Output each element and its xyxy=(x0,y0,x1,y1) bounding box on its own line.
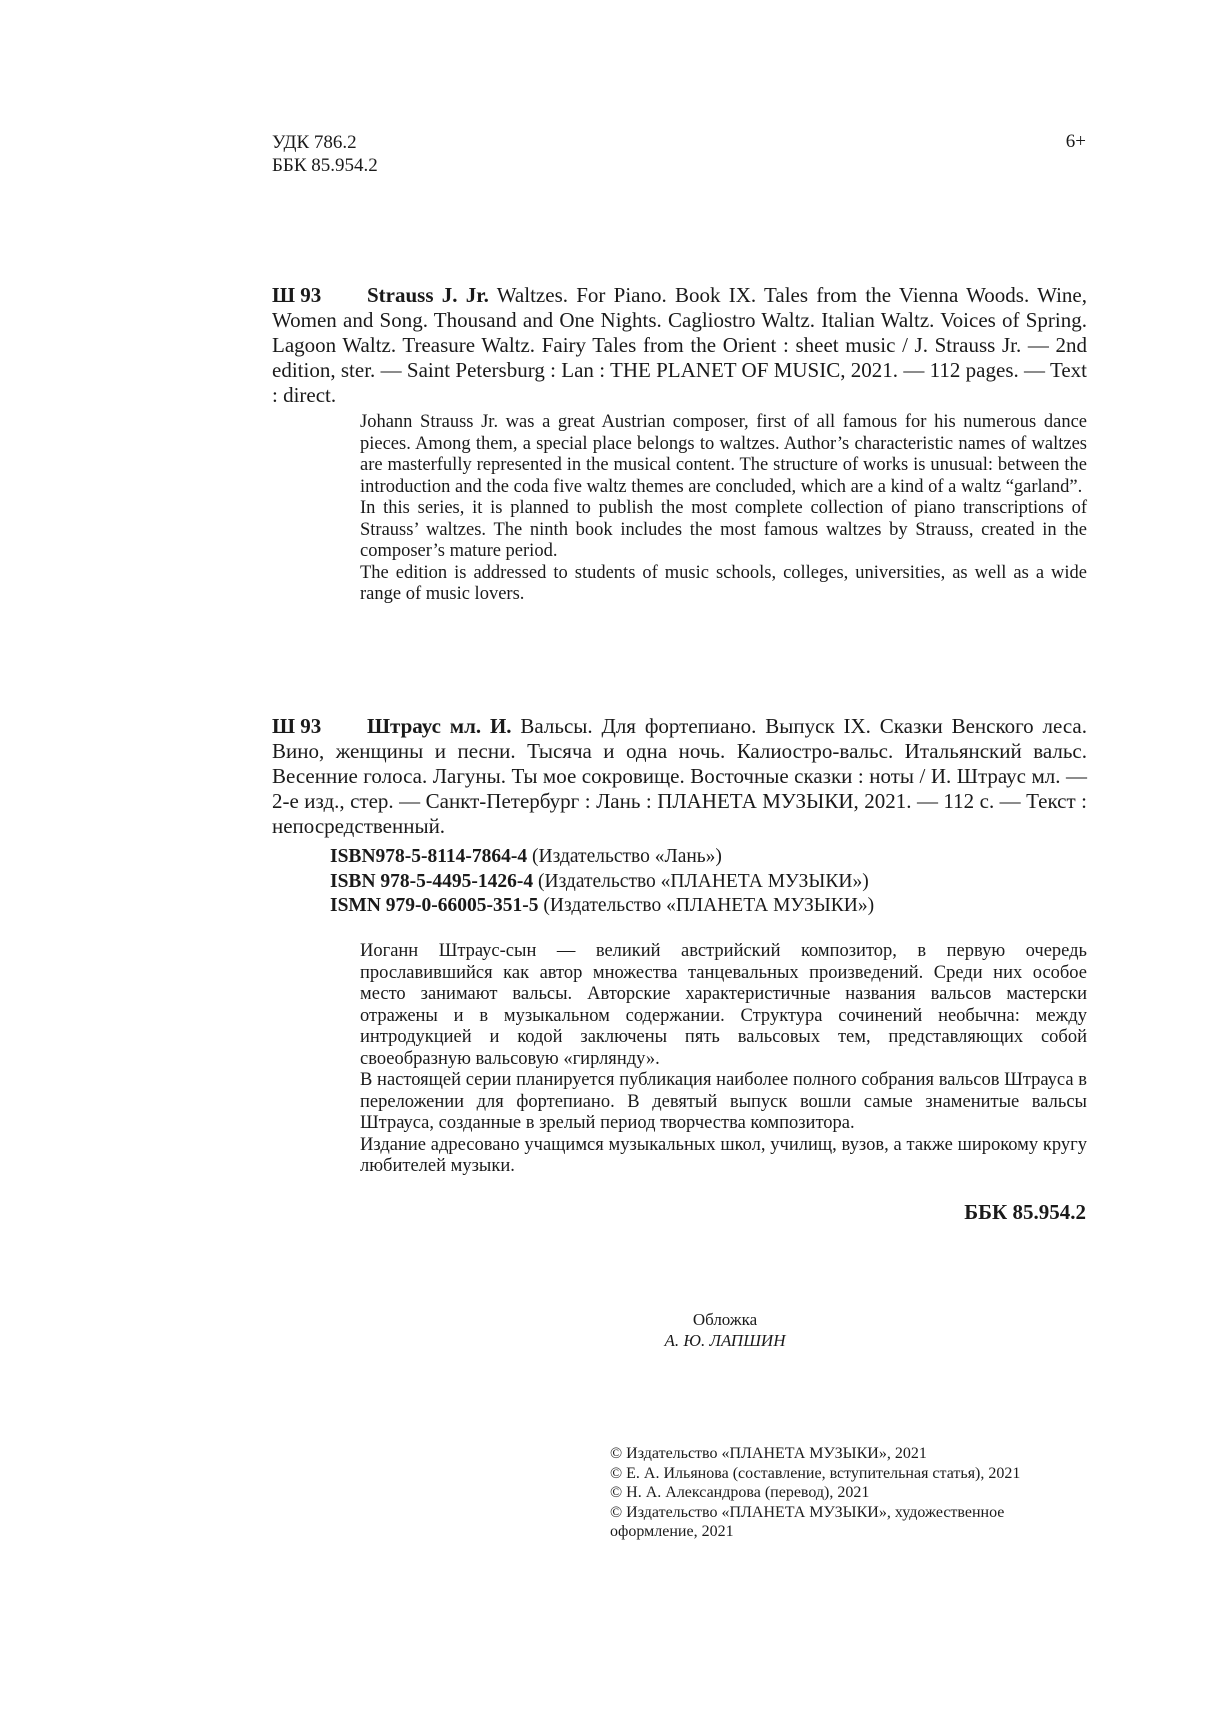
isbn-block xyxy=(330,845,874,919)
russian-entry-index: Ш 93 xyxy=(272,714,322,738)
copyright-line: © Издательство «ПЛАНЕТА МУЗЫКИ», художественное оформление, 2021 xyxy=(610,1503,1005,1540)
isbn-line xyxy=(330,845,874,870)
russian-annotation-paragraph: Издание адресовано учащимся музыкальных школ, училищ, вузов, а также широкому кругу любителей музыки. xyxy=(360,1134,1087,1176)
english-entry-index: Ш 93 xyxy=(272,283,322,307)
english-entry-author: Strauss J. Jr. xyxy=(367,283,489,307)
isbn-code: ISBN 978-5-4495-1426-4 xyxy=(330,870,534,892)
isbn-code: ISBN978-5-8114-7864-4 xyxy=(330,846,528,867)
russian-annotation-paragraph: Иоганн Штраус-сын — великий австрийский композитор, в первую очередь прославившийся как автор множества танцевальных произведений. Среди них особое место занимают вальсы. Авторские характеристичные названия вальсов мастерски отражены и в музыкальном содержании. Структура сочинений необычна: между интродукцией и кодой заключены пять вальсовых тем, представляющих собой своеобразную вальсовую «гирлянду». xyxy=(360,941,1087,1069)
udk-code: УДК 786.2 xyxy=(272,132,357,153)
isbn-line xyxy=(330,870,874,895)
english-annotation-paragraph: In this series, it is planned to publish the most complete collection of piano transcriptions of Strauss’ waltzes. The ninth book includes the most famous waltzes by Strauss, created in the composer’s mature period. xyxy=(360,498,1087,561)
ismn-code: ISMN 979-0-66005-351-5 xyxy=(330,895,539,916)
english-bibliographic-entry xyxy=(272,283,1087,408)
bbk-footer-code: ББК 85.954.2 xyxy=(964,1200,1086,1224)
english-entry-description: Waltzes. For Piano. Book IX. Tales from the Vienna Woods. Wine, Women and Song. Thousand and One Nights. Cagliostro Waltz. Italian Waltz. Voices of Spring. Lagoon Waltz. Treasure Waltz. Fairy Tales from the Orient : sheet music / J. Strauss Jr. — 2nd edition, ster. — Saint Petersburg : Lan : THE PLANET OF MUSIC, 2021. — 112 pages. — Text : direct. xyxy=(272,283,1087,407)
isbn-publisher: (Издательство «ПЛАНЕТА МУЗЫКИ») xyxy=(538,870,869,892)
classification-codes xyxy=(272,131,378,177)
ismn-publisher: (Издательство «ПЛАНЕТА МУЗЫКИ») xyxy=(543,895,875,916)
copyright-line: © Издательство «ПЛАНЕТА МУЗЫКИ», 2021 xyxy=(610,1445,927,1462)
cover-credit xyxy=(600,1309,850,1351)
russian-annotation-paragraph: В настоящей серии планируется публикация наиболее полного собрания вальсов Штрауса в переложении для фортепиано. В девятый выпуск вошли самые знаменитые вальсы Штрауса, созданные в зрелый период творчества композитора. xyxy=(360,1070,1087,1133)
copyright-block xyxy=(610,1444,1090,1542)
russian-entry-author: Штраус мл. И. xyxy=(367,714,512,738)
bbk-code: ББК 85.954.2 xyxy=(272,155,378,176)
english-annotation xyxy=(360,412,1087,606)
copyright-line: © Н. А. Александрова (перевод), 2021 xyxy=(610,1484,870,1501)
isbn-publisher: (Издательство «Лань») xyxy=(532,846,722,867)
english-annotation-paragraph: The edition is addressed to students of music schools, colleges, universities, as well as a wide range of music lovers. xyxy=(360,562,1087,604)
russian-bibliographic-entry xyxy=(272,714,1087,839)
cover-artist: А. Ю. ЛАПШИН xyxy=(664,1331,786,1350)
cover-label: Обложка xyxy=(692,1310,758,1329)
russian-annotation xyxy=(360,941,1087,1178)
english-annotation-paragraph: Johann Strauss Jr. was a great Austrian composer, first of all famous for his numerous dance pieces. Among them, a special place belongs to waltzes. Author’s characteristic names of waltzes are masterfully represented in the musical content. The structure of works is unusual: between the introduction and the coda five waltz themes are concluded, which are a kind of a waltz “garland”. xyxy=(360,412,1087,497)
ismn-line xyxy=(330,894,874,919)
russian-entry-description: Вальсы. Для фортепиано. Выпуск IX. Сказки Венского леса. Вино, женщины и песни. Тысяча и одна ночь. Калиостро-вальс. Итальянский вальс. Весенние голоса. Лагуны. Ты мое сокровище. Восточные сказки : ноты / И. Штраус мл. — 2-е изд., стер. — Санкт-Петербург : Лань : ПЛАНЕТА МУЗЫКИ, 2021. — 112 с. — Текст : непосредственный. xyxy=(272,714,1088,838)
copyright-line: © Е. А. Ильянова (составление, вступительная статья), 2021 xyxy=(610,1464,1021,1482)
age-rating: 6+ xyxy=(1065,131,1086,152)
